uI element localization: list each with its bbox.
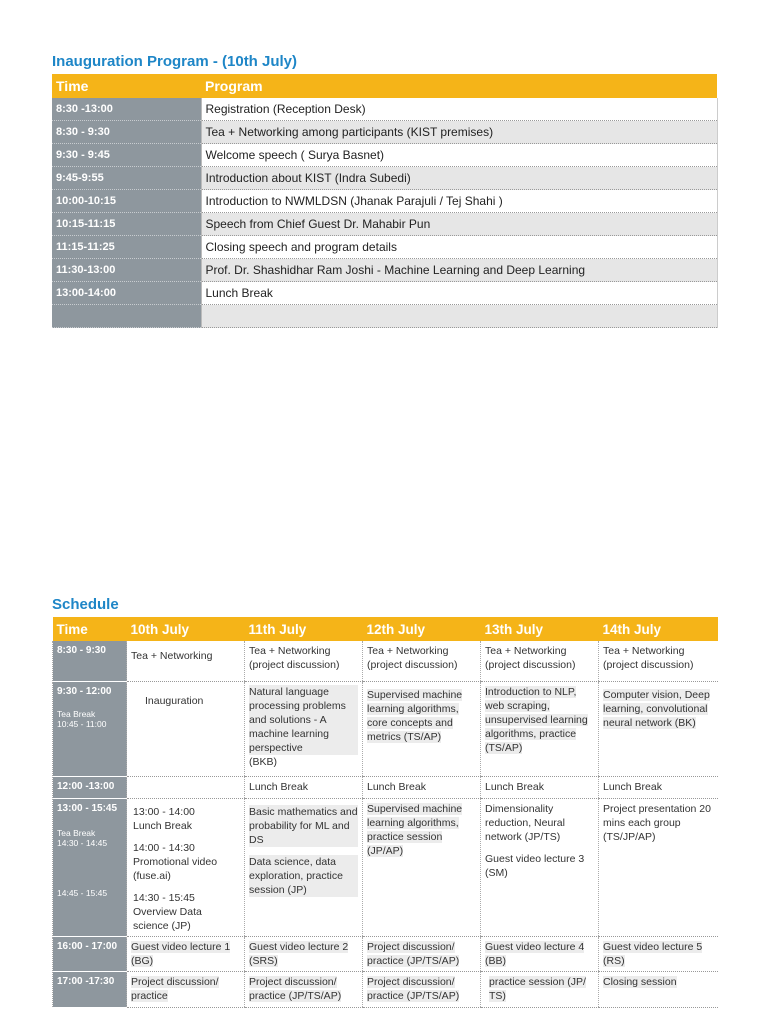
table-row — [52, 305, 717, 328]
header-day: 11th July — [245, 617, 363, 641]
header-program: Program — [201, 74, 717, 98]
header-time: Time — [53, 617, 127, 641]
table-row — [52, 98, 717, 121]
time-cell: 13:00-14:00 — [52, 282, 201, 305]
table-row — [53, 936, 718, 971]
cell-text: Guest video lecture 5 (RS) — [603, 940, 703, 967]
cell-text: Supervised machine learning algorithms, core concepts and metrics (TS/AP) — [367, 688, 463, 743]
program-cell: Introduction to NWMLDSN (Jhanak Parajuli / Tej Shahi ) — [201, 190, 717, 213]
time-sub-label: Tea Break — [57, 708, 96, 719]
table-row — [53, 776, 718, 798]
schedule-cell: Lunch Break — [245, 776, 363, 798]
time-sub-label: Tea Break — [57, 827, 96, 838]
schedule-cell: Project presentation 20 mins each group (TS/JP/AP) — [599, 798, 718, 936]
time-cell: 16:00 - 17:00 — [53, 936, 127, 971]
schedule-cell: Inauguration — [127, 681, 245, 776]
header-day: 10th July — [127, 617, 245, 641]
cell-text: Guest video lecture 1 (BG) — [131, 940, 231, 967]
header-day: 13th July — [481, 617, 599, 641]
schedule-cell: Lunch Break — [481, 776, 599, 798]
table-row — [52, 213, 717, 236]
time-cell: 10:15-11:15 — [52, 213, 201, 236]
time-cell — [53, 681, 127, 776]
time-cell: 8:30 - 9:30 — [53, 641, 127, 681]
time-cell — [52, 305, 201, 328]
inauguration-title: Inauguration Program - (10th July) — [52, 53, 298, 70]
time-cell: 9:30 - 9:45 — [52, 144, 201, 167]
time-label: 13:00 - 15:45 — [57, 802, 118, 814]
cell-text: 14:00 - 14:30 — [133, 841, 195, 854]
time-sub-label: 14:30 - 14:45 — [57, 837, 108, 848]
cell-text: practice session (JP/ TS) — [489, 975, 586, 1002]
cell-text: Guest video lecture 2 (SRS) — [249, 940, 349, 967]
table-row — [53, 681, 718, 776]
cell-text: Guest video lecture 4 (BB) — [485, 940, 585, 967]
program-cell: Prof. Dr. Shashidhar Ram Joshi - Machine Learning and Deep Learning — [201, 259, 717, 282]
schedule-cell — [599, 681, 718, 776]
schedule-cell — [127, 776, 245, 798]
schedule-cell — [127, 798, 245, 936]
table-row — [53, 641, 718, 681]
schedule-cell — [127, 936, 245, 971]
time-cell: 8:30 - 9:30 — [52, 121, 201, 144]
schedule-cell — [245, 681, 363, 776]
inauguration-table — [52, 74, 718, 328]
cell-text: Overview Data science (JP) — [133, 905, 202, 932]
time-label: 9:30 - 12:00 — [57, 685, 112, 697]
cell-text: 13:00 - 14:00 — [133, 805, 195, 818]
time-cell: 11:30-13:00 — [52, 259, 201, 282]
cell-text: Project discussion/ practice — [131, 975, 219, 1002]
cell-text: Computer vision, Deep learning, convolutional neural network (BK) — [603, 688, 710, 729]
header-day: 14th July — [599, 617, 718, 641]
table-row — [52, 144, 717, 167]
schedule-cell: Tea + Networking — [127, 641, 245, 681]
program-cell: Lunch Break — [201, 282, 717, 305]
cell-text: Dimensionality reduction, Neural network (JP/TS) — [485, 802, 565, 843]
schedule-cell: Tea + Networking (project discussion) — [363, 641, 481, 681]
cell-text: Basic mathematics and probability for ML and DS — [249, 805, 358, 846]
program-cell: Introduction about KIST (Indra Subedi) — [201, 167, 717, 190]
schedule-cell — [363, 936, 481, 971]
schedule-cell — [481, 798, 599, 936]
time-sub-label: 10:45 - 11:00 — [57, 718, 107, 729]
program-cell: Registration (Reception Desk) — [201, 98, 717, 121]
program-cell: Closing speech and program details — [201, 236, 717, 259]
schedule-cell: Tea + Networking (project discussion) — [245, 641, 363, 681]
schedule-cell — [245, 936, 363, 971]
schedule-cell — [481, 936, 599, 971]
cell-text: 14:30 - 15:45 — [133, 891, 195, 904]
schedule-cell: Tea + Networking (project discussion) — [599, 641, 718, 681]
schedule-cell — [245, 971, 363, 1007]
schedule-cell: Lunch Break — [599, 776, 718, 798]
header-day: 12th July — [363, 617, 481, 641]
time-cell — [53, 798, 127, 936]
schedule-cell — [363, 971, 481, 1007]
schedule-cell — [481, 681, 599, 776]
program-cell: Tea + Networking among participants (KIST premises) — [201, 121, 717, 144]
cell-text: Guest video lecture 3 (SM) — [485, 852, 585, 879]
header-time: Time — [52, 74, 201, 98]
cell-text: Supervised machine learning algorithms, practice session (JP/AP) — [367, 802, 463, 857]
cell-text: Project discussion/ practice (JP/TS/AP) — [367, 975, 460, 1002]
time-cell: 8:30 -13:00 — [52, 98, 201, 121]
table-header-row — [52, 74, 717, 98]
cell-text: Project discussion/ practice (JP/TS/AP) — [249, 975, 342, 1002]
time-cell: 10:00-10:15 — [52, 190, 201, 213]
schedule-table — [52, 617, 718, 1008]
schedule-cell: Lunch Break — [363, 776, 481, 798]
schedule-cell — [127, 971, 245, 1007]
schedule-cell — [363, 681, 481, 776]
cell-text: Closing session — [603, 975, 677, 988]
program-cell — [201, 305, 717, 328]
program-cell: Speech from Chief Guest Dr. Mahabir Pun — [201, 213, 717, 236]
cell-text: Natural language processing problems and solutions - A machine learning perspective — [249, 685, 358, 755]
table-row — [52, 236, 717, 259]
table-row — [52, 259, 717, 282]
table-row — [52, 190, 717, 213]
table-row — [52, 167, 717, 190]
schedule-cell — [599, 936, 718, 971]
table-row — [52, 282, 717, 305]
cell-text: Lunch Break — [133, 819, 192, 832]
schedule-cell — [481, 971, 599, 1007]
schedule-cell — [363, 798, 481, 936]
cell-text: Introduction to NLP, web scraping, unsupervised learning algorithms, practice (TS/AP) — [485, 685, 588, 754]
schedule-cell — [599, 971, 718, 1007]
time-cell: 12:00 -13:00 — [53, 776, 127, 798]
schedule-cell: Tea + Networking (project discussion) — [481, 641, 599, 681]
time-cell: 17:00 -17:30 — [53, 971, 127, 1007]
cell-text: Data science, data exploration, practice session (JP) — [249, 855, 358, 897]
time-cell: 9:45-9:55 — [52, 167, 201, 190]
schedule-title: Schedule — [52, 596, 119, 613]
cell-text: Promotional video (fuse.ai) — [133, 855, 218, 882]
table-row — [52, 121, 717, 144]
time-cell: 11:15-11:25 — [52, 236, 201, 259]
cell-text: (BKB) — [249, 755, 278, 768]
table-header-row — [53, 617, 718, 641]
time-sub-label: 14:45 - 15:45 — [57, 887, 108, 898]
schedule-cell — [245, 798, 363, 936]
cell-text: Project discussion/ practice (JP/TS/AP) — [367, 940, 460, 967]
table-row — [53, 798, 718, 936]
program-cell: Welcome speech ( Surya Basnet) — [201, 144, 717, 167]
table-row — [53, 971, 718, 1007]
